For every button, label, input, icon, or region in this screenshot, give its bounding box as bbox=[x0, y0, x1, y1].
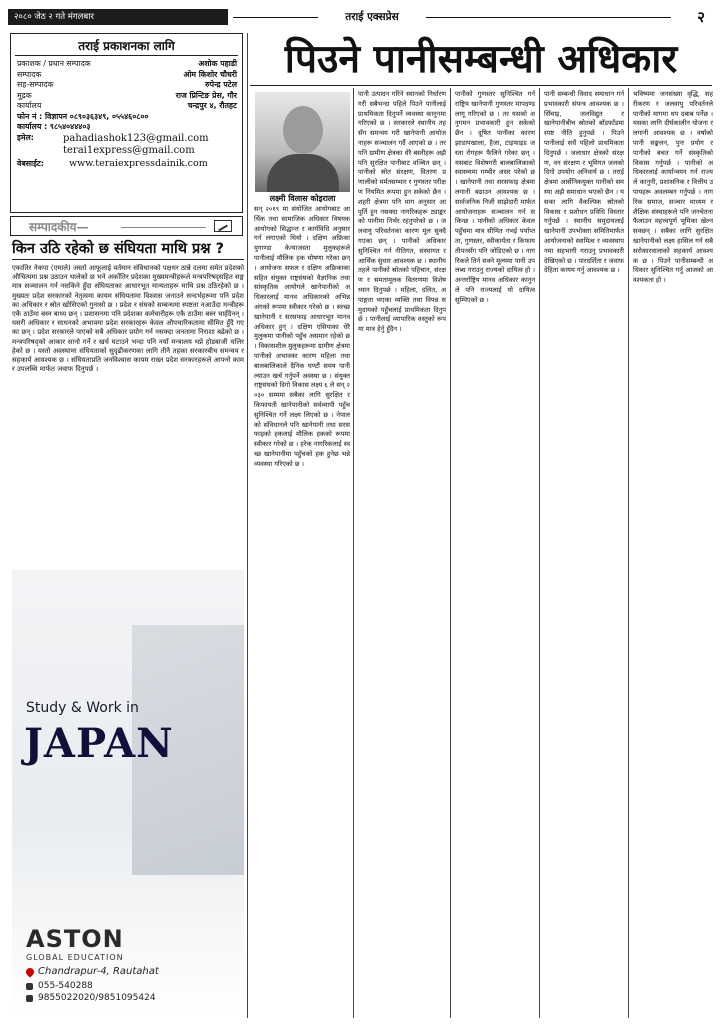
ad-phone: 055-540288 bbox=[38, 981, 93, 991]
masthead-row: सह-सम्पादक रुपेन्द्र पटेल bbox=[17, 80, 237, 89]
article-column-2: पानी उत्पादन गरिने स्थानको निर्धारण गरी सबैभन्दा पहिले पिउने पानीलाई प्राथमिकता दिनुपर्ने व्यवस्था कानुनमा गरिएको छ । सरकारले स्थानीय तहसँग समन्वय गरी खानेपानी आयोजनाहरू सञ्चालन गर्दै आएको छ । तर पनि ग्रामीण क्षेत्रका धेरै बस्तीहरू अझै पनि सुरक्षित पानीबाट वञ्चित छन् । पानीको स्रोत संरक्षण, वितरण प्रणालीको मर्मतसम्भार र गुणस्तर परीक्षण नियमित रूपमा हुन सकेको छैन । शहरी क्षेत्रमा पनि माग अनुसार आपूर्ति हुन नसक्दा नागरिकहरू ट्याङ्करको पानीमा निर्भर रहनुपरेको छ । जलवायु परिवर्तनका कारण मूल सुक्दै गएका छन् । पानीको अधिकार सुनिश्चित गर्न नीतिगत, संस्थागत र आर्थिक सुधार आवश्यक छ । स्थानीय तहले पानीको स्रोतको पहिचान, संरक्षण र समतामूलक वितरणमा विशेष ध्यान दिनुपर्छ । महिला, दलित, अपाङ्गता भएका व्यक्ति तथा विपन्न समुदायको पहुँचलाई प्राथमिकता दिनुपर्छ । पानीलाई व्यापारिक वस्तुको रूपमा मात्र हेर्नु हुँदैन । bbox=[358, 90, 446, 334]
masthead-rows bbox=[17, 59, 237, 169]
location-icon bbox=[24, 966, 35, 977]
article-headline: पिउने पानीसम्बन्धी अधिकार bbox=[284, 37, 678, 82]
header-line-right bbox=[426, 17, 671, 18]
mobile-icon bbox=[26, 995, 33, 1002]
article-column-3: पानीको गुणस्तर सुनिश्चित गर्न राष्ट्रिय खानेपानी गुणस्तर मापदण्ड लागू गरिएको छ । तर यसको अनुगमन प्रभावकारी हुन सकेको छैन । दूषित पानीका कारण झाडापखाला, हैजा, टाइफाइड जस्ता रोगहरू फैलिने गरेका छन् । यसबाट विशेषगरी बालबालिकाको स्वास्थ्यमा गम्भीर असर परेको छ । खानेपानी तथा सरसफाइ क्षेत्रमा लगानी बढाउन आवश्यक छ । सार्वजनिक निजी साझेदारी मार्फत आयोजनाहरू सञ्चालन गर्न सकिन्छ । पानीको अधिकार केवल पहुँचमा मात्र सीमित नभई पर्याप्तता, गुणस्तर, स्वीकार्यता र किफायतीपनसँग पनि जोडिएको छ । नागरिकले तिर्न सक्ने मूल्यमा पानी उपलब्ध गराउनु राज्यको दायित्व हो । अन्तर्राष्ट्रिय मानव अधिकार कानुनले पनि राज्यलाई यो दायित्व सुम्पिएको छ । bbox=[455, 90, 535, 304]
page-number: २ bbox=[697, 8, 705, 26]
masthead-box bbox=[10, 33, 243, 213]
email-link[interactable]: terai1express@gmail.com bbox=[63, 144, 195, 156]
author-name: लक्ष्मी विलास कोइराला bbox=[269, 194, 336, 203]
ad-line-1: Study & Work in bbox=[26, 700, 139, 716]
editorial-label-box bbox=[10, 216, 243, 236]
editorial-headline: किन उठि रहेको छ संघियता माथि प्रश्न ? bbox=[12, 241, 225, 257]
header-line-left bbox=[233, 17, 318, 18]
masthead-row: सम्पादक ओम किशोर चौधरी bbox=[17, 69, 237, 79]
article-column-5: भविष्यमा जनसंख्या वृद्धि, सहरीकरण र जलवायु परिवर्तनले पानीको मागमा थप दबाब पर्नेछ । यसका लागि दीर्घकालीन योजना र लगानी आवश्यक छ । वर्षाको पानी सङ्कलन, पुनः प्रयोग र पानीको बचत गर्ने संस्कृतिको विकास गर्नुपर्छ । पानीको अधिकारलाई कार्यान्वयन गर्न राज्यले कानुनी, प्रशासनिक र वित्तीय उपायहरू अवलम्बन गर्नुपर्छ । नागरिक समाज, सञ्चार माध्यम र शैक्षिक संस्थाहरूले पनि जनचेतना फैलाउन महत्त्वपूर्ण भूमिका खेल्न सक्छन् । सबैका लागि सुरक्षित खानेपानीको लक्ष्य हासिल गर्न सबै सरोकारवालाको सहकार्य आवश्यक छ । पिउने पानीसम्बन्धी अधिकार सुनिश्चित गर्नु आजको आवश्यकता हो । bbox=[633, 90, 713, 285]
header-paper-name: तराई एक्सप्रेस bbox=[345, 11, 399, 23]
masthead-phone: फोन नं : विज्ञापन ०८९०३६३४९, ०५५४६०८०० bbox=[17, 111, 149, 121]
email-link[interactable]: pahadiashok123@gmail.com bbox=[63, 132, 209, 144]
masthead-office: कार्यालय : ९८५४०४४४०३ bbox=[17, 122, 91, 131]
editorial-body: एकातिर नेकपा (एमाले) जस्तो आफूलाई वर्तमान संविधानको पक्षधर ठान्ने दलमा समेत प्रदेशको औचित्यमा प्रश्न उठाउन थालेको छ भने अर्कोतिर प्रदेशका मुख्यमन्त्रीहरूले मन्त्रपरिषद्सहित सङ्घ मात्र सञ्चालन गर्न नसकिने हुँदा संघियताका आधारभूत मान्यताहरू माथि प्रश्न उठिरहेको छ । मुख्यतः प्रदेश सरकारको नेतृत्वमा कायम संघियतामा विश्वास जनाउने सन्दर्भहरूमा पनि प्रदेशका अधिकार र स्रोत खोसिएको गुनासो छ । प्रदेश र संघको सम्बन्धमा स्पष्टता नआउँदा मन्त्रीहरू एकै ठाउँमा बस्न बाध्य छन् । प्रशासनमा पनि प्रदेशका कर्मचारीहरू एकै ठाउँमा बस्न चाहँदैनन् । यसरी अधिकार र साधनको अभावमा प्रदेश सरकारहरू केवल औपचारिकतामा सीमित हुँदै गएका छन् । प्रदेश सरकारले पाएको सबै अधिकार प्रयोग गर्न नसक्दा जनतामा निराशा बढेको छ । मन्त्रपरिषद्को आकार सानो गर्ने र खर्च घटाउने भन्दा पनि नयाँ मन्त्रालय थप्ने होडबाजी चलिरहेको छ । यस्तो अवस्थामा संघियताको सुदृढीकरणका लागि तीनै तहका सरकारबीच समन्वय र सहकार्य आवश्यक छ । संघियताप्रति जनविश्वास कायम राख्न प्रदेश सरकारहरूले आफ्नो काम र उपलब्धि मार्फत जवाफ दिनुपर्छ । bbox=[12, 264, 244, 374]
masthead-row: प्रकाशक / प्रधान सम्पादक अशोक पहाडी bbox=[17, 59, 237, 68]
ad-address: Chandrapur-4, Rautahat bbox=[38, 966, 159, 977]
masthead-row: कार्यालय चन्द्रपुर ४, रौतहट bbox=[17, 101, 237, 110]
header-date: २०८० जेठ २ गते मंगलबार bbox=[8, 9, 228, 25]
author-photo bbox=[255, 92, 350, 192]
email-label: इमेल: bbox=[17, 132, 34, 142]
ad-line-2: JAPAN bbox=[24, 720, 174, 767]
ad-brand: ASTON bbox=[26, 925, 124, 953]
ad-mobile: 9855022020/9851095424 bbox=[38, 993, 156, 1003]
masthead-title: तराई प्रकाशनका लागि bbox=[78, 39, 175, 53]
article-column-1: सन् २०१९ मा संयोजित आयोगबाट आर्थिक तथा सामाजिक अधिकार विषयक आयोगको सिद्धान्त र कार्यविधि अनुसार गर्न लगाएको थियो । दक्षिण अफ्रिका युगाण्डा केन्याजस्ता मुलुकहरूले पानीलाई मौलिक हक घोषणा गरेका छन् । आयोजना सफल र दक्षिण अफ्रिकाका सहित संयुक्त राष्ट्रसंघको वैज्ञानिक तथा सांस्कृतिक आयोगले खानेपानीको अधिकारलाई मानव अधिकारको अभिन्न अंगको रूपमा स्वीकार गरेको छ । स्वच्छ खानेपानी र सरसफाइ आधारभूत मानव अधिकार हुन् । दक्षिण एसियाका धेरै मुलुकमा पानीको पहुँच असमान रहेको छ । विकासशील मुलुकहरूमा ग्रामीण क्षेत्रमा पानीको अभावका कारण महिला तथा बालबालिकाले दैनिक घण्टौं समय पानी ल्याउन खर्च गर्नुपर्ने अवस्था छ । संयुक्त राष्ट्रसंघको दिगो विकास लक्ष्य ६ ले सन् २०३० सम्ममा सबैका लागि सुरक्षित र किफायती खानेपानीको सर्वव्यापी पहुँच सुनिश्चित गर्ने लक्ष्य लिएको छ । नेपालको संविधानले पनि खानेपानी तथा सरसफाइको हकलाई मौलिक हकको रूपमा स्वीकार गरेको छ । हरेक नागरिकलाई स्वच्छ खानेपानीमा पहुँचको हक हुनेछ भन्ने व्यवस्था गरिएको छ । bbox=[254, 205, 350, 468]
header-bar bbox=[8, 8, 716, 28]
ad-banner[interactable] bbox=[12, 570, 244, 1015]
phone-icon bbox=[26, 983, 33, 990]
article-column-4: पानी सम्बन्धी विवाद समाधान गर्न प्रभावकारी संयन्त्र आवश्यक छ । सिँचाइ, जलविद्युत र खानेपानीबीच स्रोतको बाँडफाँडमा स्पष्ट नीति हुनुपर्छ । पिउने पानीलाई सधैं पहिलो प्राथमिकता दिनुपर्छ । जलाधार क्षेत्रको संरक्षण, वन संरक्षण र भूमिगत जलको दिगो उपयोग अनिवार्य छ । तराई क्षेत्रमा आर्सेनिकयुक्त पानीको समस्या अझै समाधान भएको छैन । यसका लागि वैकल्पिक स्रोतको विकास र प्रशोधन प्रविधि विस्तार गर्नुपर्छ । स्थानीय समुदायलाई खानेपानी उपभोक्ता समितिमार्फत आयोजनाको स्वामित्व र व्यवस्थापनमा सहभागी गराउनु प्रभावकारी देखिएको छ । पारदर्शिता र जवाफदेहिता कायम गर्नु आवश्यक छ । bbox=[544, 90, 624, 275]
website-link[interactable]: www.teraiexpressdainik.com bbox=[69, 157, 208, 169]
editorial-label: सम्पादकीय— bbox=[29, 220, 89, 234]
ad-tagline: GLOBAL EDUCATION bbox=[26, 953, 124, 962]
masthead-row: मुद्रक राज प्रिन्टिङ प्रेस, गौर bbox=[17, 90, 237, 100]
pen-icon bbox=[214, 220, 232, 232]
website-label: वेबसाईट: bbox=[17, 158, 44, 168]
